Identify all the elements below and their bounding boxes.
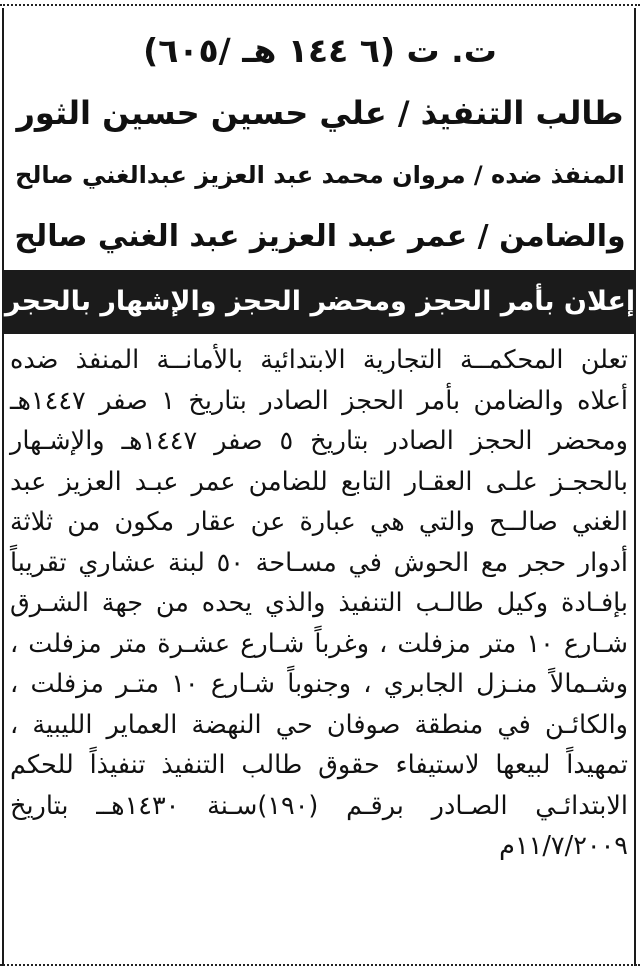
body-line: أدوار حجر مع الحوش في مسـاحة ٥٠ لبنة عشاري تقريباً bbox=[10, 547, 628, 578]
body-line: ومحضر الحجز الصادر بتاريخ ٥ صفر ١٤٤٧هـ والإشـهار bbox=[10, 426, 628, 456]
body-line: وشـمالاً منـزل الجابري ، وجنوباً شـارع ١٠ متـر مزفلت ، bbox=[10, 669, 629, 699]
body-line: أعلاه والضامن بأمر الحجز الصادر بتاريخ ١ صفر ١٤٤٧هـ bbox=[10, 385, 628, 416]
body-line-date: ١١/٧/٢٠٠٩م bbox=[499, 831, 628, 861]
announcement-title-banner: إعلان بأمر الحجز ومحضر الحجز والإشهار بالحجر bbox=[4, 270, 636, 334]
body-line: الابتدائـي الصـادر برقـم (١٩٠)سـنة ١٤٣٠هــ بتاريخ bbox=[10, 790, 628, 821]
body-line: بالحجـز علـى العقـار التابع للضامن عمر عبـد العزيز عبد bbox=[10, 466, 628, 497]
bottom-dotted-border bbox=[0, 964, 640, 966]
case-number: ت. ت (٦ ١٤٤ هـ /٦٠٥) bbox=[143, 31, 497, 70]
body-line: شـارع ١٠ متر مزفلت ، وغرباً شـارع عشـرة متر مزفلت ، bbox=[10, 628, 628, 659]
executor-line: طالب التنفيذ / علي حسين حسين الثور bbox=[16, 94, 624, 132]
body-line: تمهيداً لبيعها لاستيفاء حقوق طالب التنفيذ تنفيذاً للحكم bbox=[10, 750, 628, 780]
top-dotted-border bbox=[0, 4, 640, 6]
body-line: والكائـن في منطقة صوفان حي النهضة العماير الليبية ، bbox=[10, 709, 628, 740]
body-line: تعلن المحكمــة التجارية الابتدائية بالأمانــة المنفذ ضده bbox=[10, 345, 628, 375]
body-line: الغني صالــح والتي هي عبارة عن عقار مكون من ثلاثة bbox=[10, 507, 628, 537]
announcement-body bbox=[10, 340, 628, 867]
case-header bbox=[14, 20, 626, 268]
debtor-line: المنفذ ضده / مروان محمد عبد العزيز عبدالغني صالح bbox=[15, 161, 625, 189]
guarantor-line: والضامن / عمر عبد العزيز عبد الغني صالح bbox=[14, 219, 626, 254]
body-line: بإفـادة وكيل طالـب التنفيذ والذي يحده من جهة الشـرق bbox=[10, 588, 628, 618]
